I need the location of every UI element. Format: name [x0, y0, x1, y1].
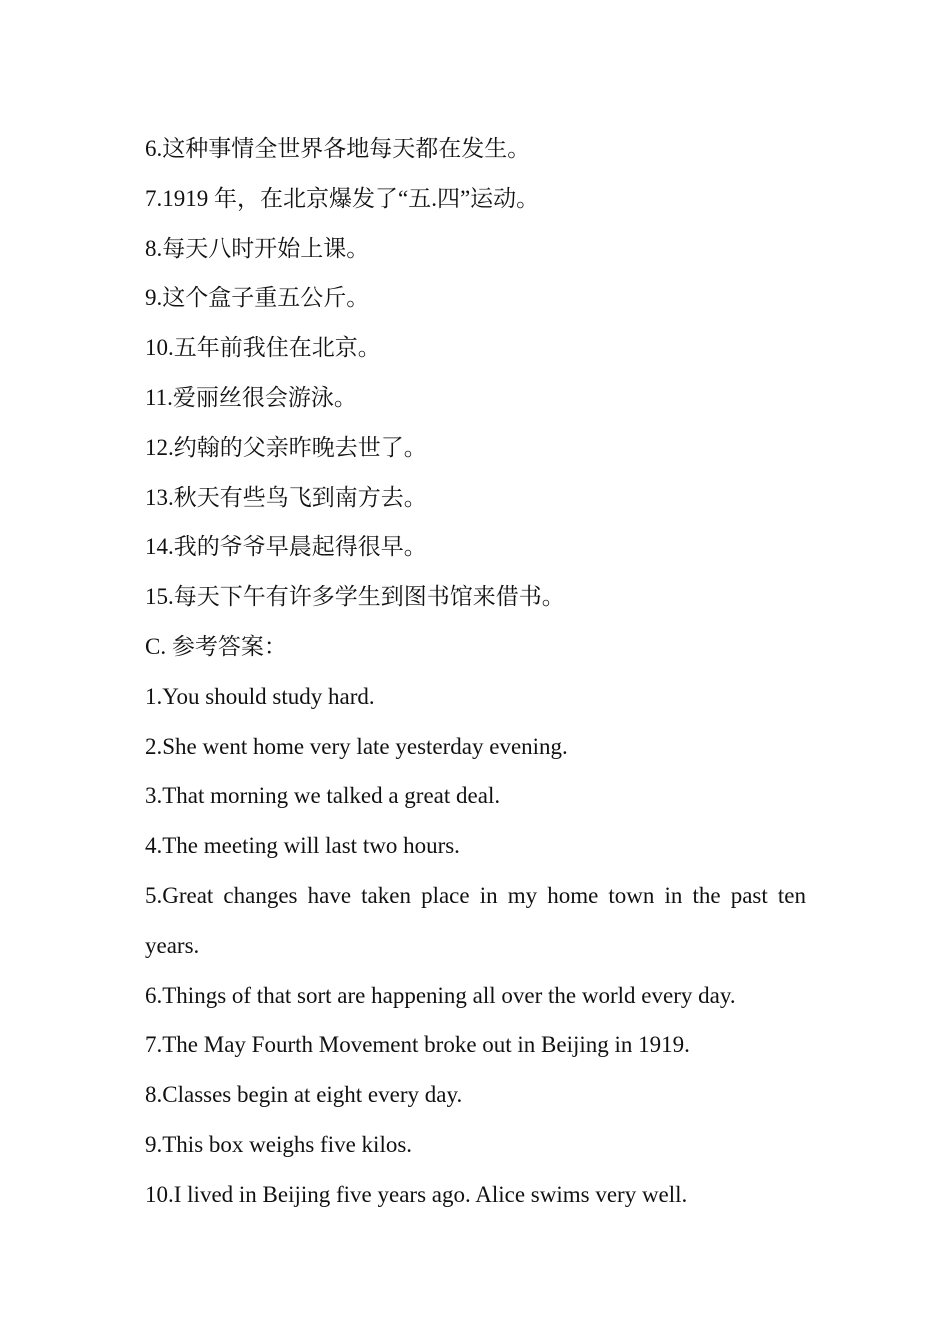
chinese-sentence-13: 13.秋天有些鸟飞到南方去。 [145, 484, 427, 510]
answer-4: 4.The meeting will last two hours. [145, 833, 460, 859]
answer-10: 10.I lived in Beijing five years ago. Alice swims very well. [145, 1181, 688, 1207]
answer-9: 9.This box weighs five kilos. [145, 1131, 413, 1157]
chinese-sentence-15: 15.每天下午有许多学生到图书馆来借书。 [145, 584, 565, 610]
answer-8: 8.Classes begin at eight every day. [145, 1082, 463, 1108]
chinese-sentence-8: 8.每天八时开始上课。 [145, 235, 370, 261]
answer-2: 2.She went home very late yesterday evening. [145, 733, 568, 759]
answer-1: 1.You should study hard. [145, 683, 375, 709]
chinese-sentence-14: 14.我的爷爷早晨起得很早。 [145, 534, 427, 560]
answer-5: 5.Great changes have taken place in my home town in the past ten years. [145, 882, 806, 958]
chinese-sentence-7: 7.1919 年，在北京爆发了“五.四”运动。 [145, 185, 540, 211]
answer-3: 3.That morning we talked a great deal. [145, 783, 501, 809]
answer-6: 6.Things of that sort are happening all over the world every day. [145, 982, 736, 1008]
answer-7: 7.The May Fourth Movement broke out in Beijing in 1919. [145, 1032, 690, 1058]
chinese-sentence-11: 11.爱丽丝很会游泳。 [145, 384, 357, 410]
answer-section-heading: C. 参考答案： [145, 633, 287, 659]
document-body [145, 124, 806, 1220]
chinese-sentence-6: 6.这种事情全世界各地每天都在发生。 [145, 136, 531, 161]
chinese-sentence-12: 12.约翰的父亲昨晚去世了。 [145, 434, 427, 460]
chinese-sentence-9: 9.这个盒子重五公斤。 [145, 285, 370, 311]
chinese-sentence-10: 10.五年前我住在北京。 [145, 335, 381, 361]
